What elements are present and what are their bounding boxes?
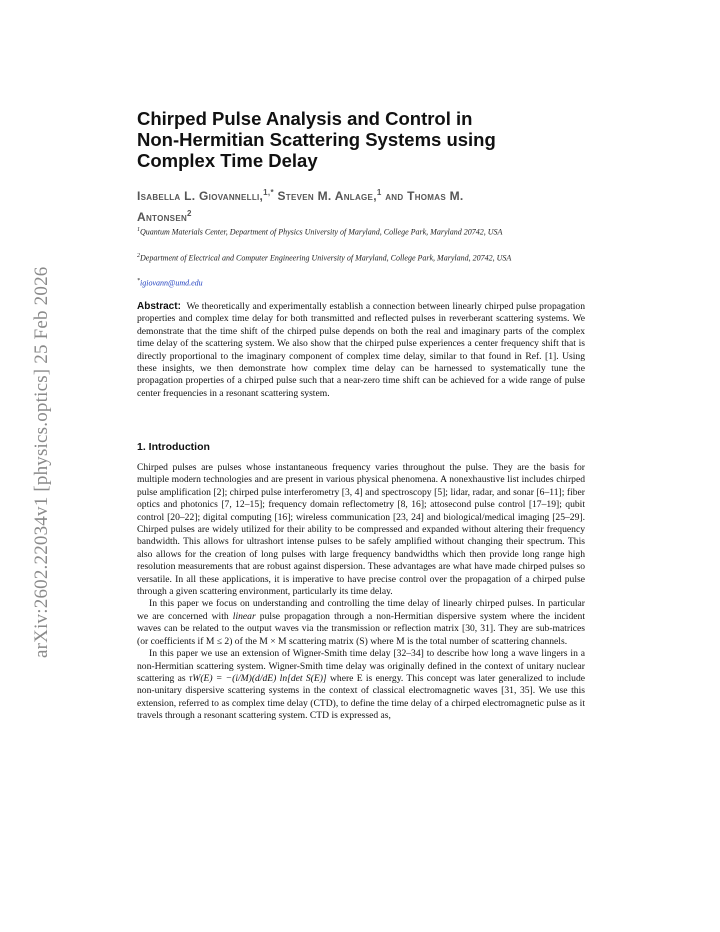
author-list	[137, 184, 585, 226]
title-line: Complex Time Delay	[137, 150, 318, 171]
author-name: Steven M. Anlage,	[273, 189, 377, 203]
title-line: Non-Hermitian Scattering Systems using	[137, 129, 496, 150]
affiliation-2: $^2$Department of Electrical and Computer Engineering University of Maryland, College Park, Maryland, 20742, USA	[137, 253, 512, 263]
corresponding-email: *igiovann@umd.edu	[137, 278, 203, 288]
author-name: Isabella L. Giovannelli,	[137, 189, 264, 203]
title-line: Chirped Pulse Analysis and Control in	[137, 108, 473, 129]
abstract-label: Abstract:	[137, 301, 181, 312]
paper-title	[137, 108, 585, 171]
author-affiliation-mark: 2	[187, 209, 192, 218]
author-affiliation-mark: 1,*	[263, 188, 274, 197]
introduction-body	[137, 462, 585, 723]
paragraph: In this paper we focus on understanding and controlling the time delay of linearly chirped pulses. In particular we are concerned with linear pulse propagation through a non-Hermitian dispersive system where the incident waves can be related to the output waves via the transmission or reflection matrix [30, 31]. They are sub-matrices (or coefficients if M ≤ 2) of the M × M scattering matrix (S) where M is the total number of scattering channels.	[137, 598, 585, 647]
author-affiliation-mark: 1	[376, 188, 382, 197]
email-link[interactable]: igiovann@umd.edu	[140, 278, 203, 288]
abstract-text: We theoretically and experimentally establish a connection between linearly chirped pulse propagation properties and complex time delay for both transmitted and reflected pulses in reverberant scattering systems. We demonstrate that the time shift of the chirped pulse depends on both the real and imaginary parts of the complex time delay of the scattering system. We also show that the chirped pulse experiences a center frequency shift that is directly proportional to the imaginary component of complex time delay, similar to that found in Ref. [1]. Using these insights, we then demonstrate how complex time delay can be harnessed to systematically tune the propagation properties of a chirped pulse such that a near-zero time shift can be achieved for a wide range of pulse center frequencies in a resonant scattering system.	[137, 301, 586, 399]
arxiv-identifier: arXiv:2602.22034v1 [physics.optics] 25 Feb 2026	[31, 266, 52, 658]
affiliation-1: $^1$Quantum Materials Center, Department of Physics University of Maryland, College Park, Maryland 20742, USA	[137, 227, 503, 237]
emphasis: linear	[232, 610, 256, 622]
abstract	[137, 301, 585, 400]
section-heading: 1. Introduction	[137, 441, 210, 453]
author-name: Antonsen	[137, 210, 188, 224]
paragraph: In this paper we use an extension of Wigner-Smith time delay [32–34] to describe how long a wave lingers in a non-Hermitian scattering system. Wigner-Smith time delay was originally defined in the context of unitary nuclear scattering as τW(E) = −(i/M)(d/dE) ln[det S(E)] where E is energy. This concept was later generalized to include non-unitary dispersive scattering systems in the context of classical electromagnetic waves [31, 35]. We use this extension, referred to as complex time delay (CTD), to define the time delay of a chirped electromagnetic pulse as it travels through a resonant scattering system. CTD is expressed as,	[137, 648, 585, 722]
inline-formula: τW(E) = −(i/M)(d/dE) ln[det S(E)]	[188, 672, 327, 684]
paragraph: Chirped pulses are pulses whose instantaneous frequency varies throughout the pulse. They are the basis for multiple modern technologies and are present in various physical phenomena. A nonexhaustive list includes chirped pulse amplification [2]; chirped pulse interferometry [3, 4] and spectroscopy [5]; lidar, radar, and sonar [6–11]; fiber optics and photonics [7, 12–15]; frequency domain reflectometry [8, 16]; attosecond pulse control [17–19]; qubit control [20–22]; digital computing [16]; wireless communication [23, 24] and biological/medical imaging [25–29]. Chirped pulses are widely utilized for their ability to be compressed and expanded without altering their frequency bandwidth. This allows for ultrashort intense pulses to be safely amplified without changing their spectrum. This also allows for the creation of long pulses with large frequency bandwidths which then provide long range high resolution measurements that are robust against dispersion. These advantages are what have made chirped pulses so versatile. In all these applications, it is imperative to have precise control over the propagation of a chirped pulse through a given scattering environment, particularly its time delay.	[137, 462, 585, 598]
author-connector: and Thomas M.	[381, 189, 464, 203]
